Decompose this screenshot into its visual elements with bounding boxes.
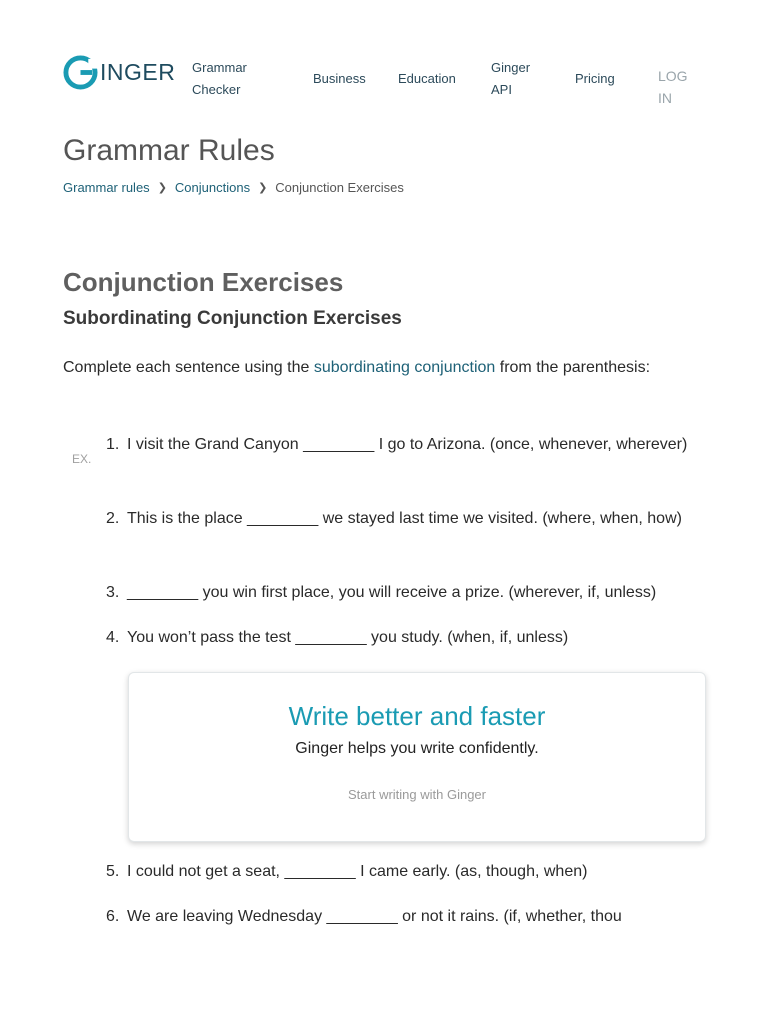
- exercise-item: [106, 903, 666, 931]
- subordinating-conjunction-link[interactable]: subordinating conjunction: [313, 359, 496, 376]
- exercise-number: 1.: [106, 436, 120, 453]
- nav-education[interactable]: Education: [398, 71, 456, 86]
- breadcrumb-current: Conjunction Exercises: [275, 180, 404, 195]
- exercise-item: [106, 624, 716, 652]
- intro-paragraph: [63, 352, 703, 384]
- exercise-number: 4.: [106, 629, 120, 646]
- ginger-logo-icon: [63, 55, 98, 90]
- text-fade-overlay: [640, 905, 680, 931]
- exercise-number: 3.: [106, 584, 120, 601]
- ex-label: EX.: [72, 452, 92, 466]
- nav-pricing[interactable]: Pricing: [575, 71, 615, 86]
- nav-ginger-api[interactable]: Ginger API: [491, 60, 531, 97]
- article-title: Conjunction Exercises: [63, 267, 344, 297]
- exercise-text: We are leaving Wednesday ________ or not it rains. (if, whether, thou: [127, 908, 622, 925]
- intro-text-before: Complete each sentence using the: [63, 359, 314, 376]
- logo-text: INGER: [100, 59, 176, 85]
- exercise-text: I could not get a seat, ________ I came early. (as, though, when): [127, 863, 588, 880]
- exercise-number: 2.: [106, 510, 120, 527]
- exercise-number: 5.: [106, 863, 120, 880]
- chevron-right-icon: ❯: [258, 182, 268, 194]
- exercise-text: I visit the Grand Canyon ________ I go to Arizona. (once, whenever, wherever): [127, 436, 688, 453]
- exercise-text: ________ you win first place, you will receive a prize. (wherever, if, unless): [127, 584, 657, 601]
- exercise-item: [106, 579, 716, 607]
- exercise-text: This is the place ________ we stayed last time we visited. (where, when, how): [127, 510, 682, 527]
- cta-title: Write better and faster: [288, 701, 546, 731]
- nav-login[interactable]: LOG IN: [658, 68, 688, 106]
- cta-box: [128, 672, 706, 842]
- exercise-number: 6.: [106, 908, 120, 925]
- breadcrumb-grammar-rules[interactable]: Grammar rules: [63, 180, 150, 195]
- exercise-item: [106, 431, 716, 459]
- breadcrumb: [63, 180, 404, 195]
- exercise-item: [106, 505, 716, 533]
- exercise-text: You won’t pass the test ________ you study. (when, if, unless): [127, 629, 569, 646]
- ginger-logo[interactable]: [63, 55, 175, 90]
- nav-grammar-checker[interactable]: Grammar Checker: [192, 60, 247, 97]
- site-header: [0, 0, 768, 130]
- breadcrumb-conjunctions[interactable]: Conjunctions: [174, 180, 251, 195]
- page-title: Grammar Rules: [63, 134, 275, 167]
- cta-subtitle: Ginger helps you write confidently.: [295, 740, 539, 757]
- exercise-item: [106, 858, 716, 886]
- chevron-right-icon: ❯: [157, 182, 167, 194]
- intro-text-after: from the parenthesis:: [495, 359, 651, 376]
- start-writing-button[interactable]: Start writing with Ginger: [348, 787, 486, 802]
- nav-business[interactable]: Business: [313, 71, 366, 86]
- article-subtitle: Subordinating Conjunction Exercises: [63, 308, 402, 329]
